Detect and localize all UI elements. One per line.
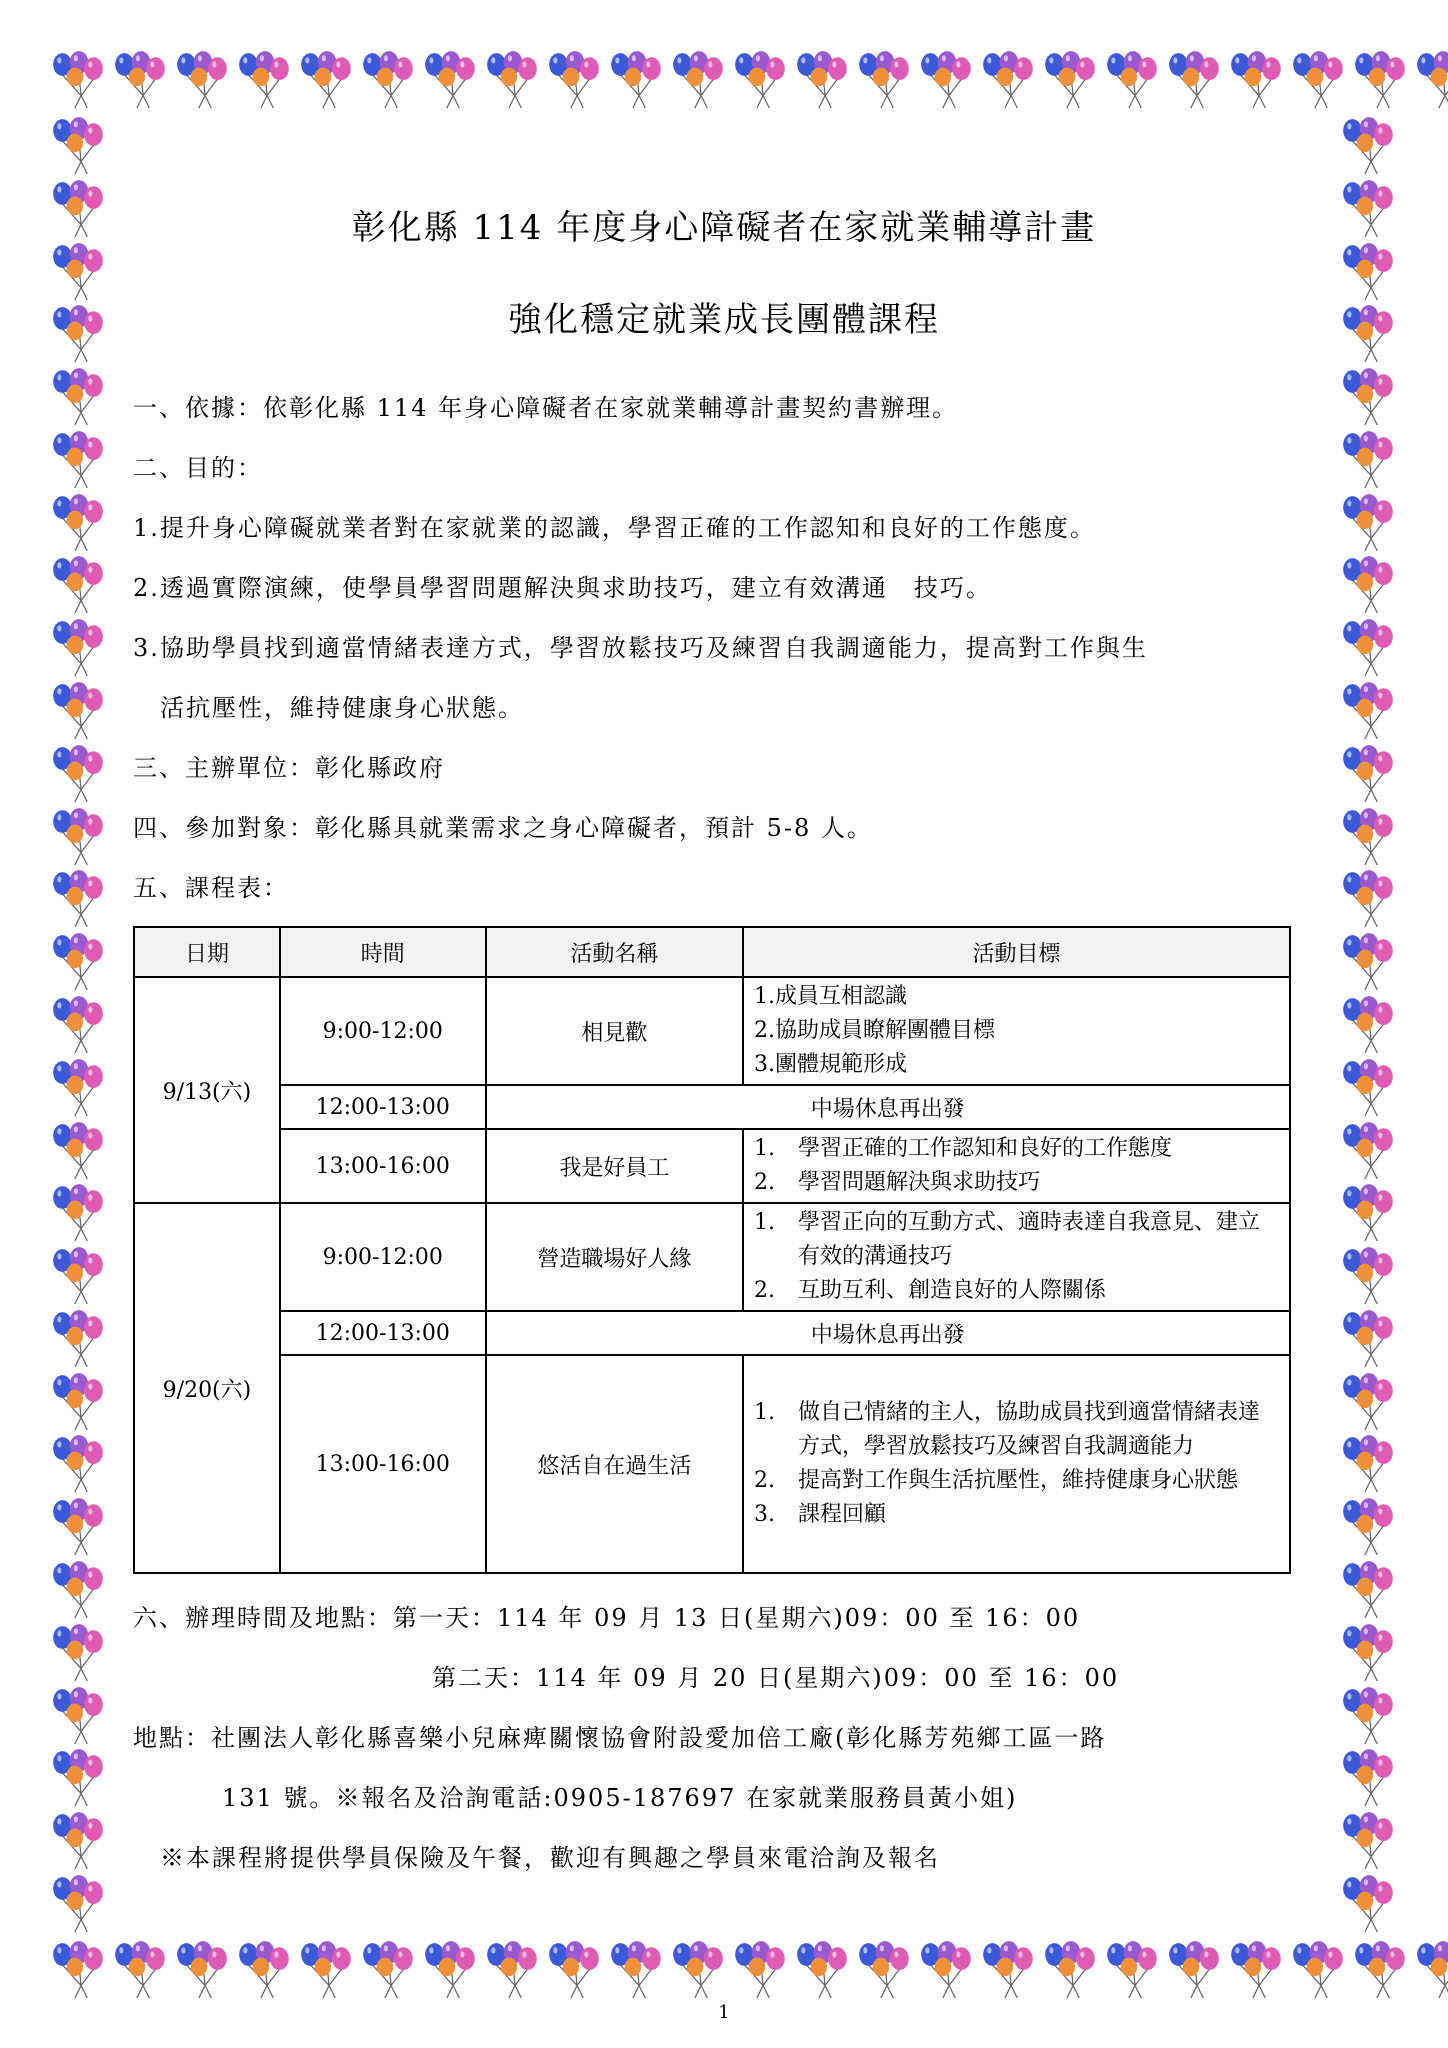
header-time: 時間 bbox=[280, 927, 486, 977]
day1-s2-time: 13:00-16:00 bbox=[280, 1129, 486, 1203]
balloon-cluster-icon bbox=[48, 1119, 110, 1181]
header-activity: 活動名稱 bbox=[486, 927, 743, 977]
day2-s2-goals bbox=[743, 1355, 1290, 1573]
goal-item: 1. 學習正向的互動方式、適時表達自我意見、建立有效的溝通技巧 bbox=[754, 1210, 1261, 1269]
course-note: ※本課程將提供學員保險及午餐，歡迎有興趣之學員來電洽詢及報名 bbox=[160, 1844, 940, 1872]
balloon-cluster-icon bbox=[668, 48, 730, 110]
balloon-cluster-icon bbox=[1350, 1938, 1412, 2000]
balloon-cluster-icon bbox=[1338, 1558, 1400, 1620]
balloon-cluster-icon bbox=[48, 1746, 110, 1808]
purpose-item-3-cont: 活抗壓性，維持健康身心狀態。 bbox=[160, 694, 524, 722]
balloon-cluster-icon bbox=[110, 1938, 172, 2000]
balloon-cluster-icon bbox=[1040, 1938, 1102, 2000]
header-goals: 活動目標 bbox=[743, 927, 1290, 977]
page-number: 1 bbox=[718, 2002, 730, 2023]
day1-s2-goals bbox=[743, 1129, 1290, 1203]
balloon-cluster-icon bbox=[854, 1938, 916, 2000]
balloon-cluster-icon bbox=[854, 48, 916, 110]
organizer-line: 三、主辦單位：彰化縣政府 bbox=[133, 754, 445, 782]
schedule-heading: 五、課程表： bbox=[133, 874, 289, 902]
balloon-cluster-icon bbox=[48, 48, 110, 110]
balloon-cluster-icon bbox=[172, 48, 234, 110]
goal-item: 1.成員互相認識 bbox=[754, 984, 908, 1009]
purpose-item-1: 1.提升身心障礙就業者對在家就業的認識，學習正確的工作認知和良好的工作態度。 bbox=[133, 514, 1096, 542]
goal-item: 2. 提高對工作與生活抗壓性，維持健康身心狀態 bbox=[754, 1468, 1239, 1493]
balloon-cluster-icon bbox=[48, 742, 110, 804]
balloon-cluster-icon bbox=[1338, 742, 1400, 804]
schedule-table bbox=[133, 926, 1291, 1574]
table-header-row bbox=[134, 927, 1290, 977]
balloon-cluster-icon bbox=[792, 1938, 854, 2000]
balloon-cluster-icon bbox=[1338, 805, 1400, 867]
balloon-cluster-icon bbox=[978, 48, 1040, 110]
day1-s1-time: 9:00-12:00 bbox=[280, 977, 486, 1085]
balloon-cluster-icon bbox=[1338, 428, 1400, 490]
balloon-cluster-icon bbox=[1338, 1181, 1400, 1243]
table-row bbox=[134, 1311, 1290, 1355]
balloon-cluster-icon bbox=[482, 48, 544, 110]
location-line-cont: 131 號。※報名及洽詢電話:0905-187697 在家就業服務員黃小姐) bbox=[222, 1784, 1018, 1812]
balloon-cluster-icon bbox=[110, 48, 172, 110]
goal-item: 1. 學習正確的工作認知和良好的工作態度 bbox=[754, 1136, 1173, 1161]
balloon-cluster-icon bbox=[48, 1307, 110, 1369]
balloon-cluster-icon bbox=[1338, 1119, 1400, 1181]
balloon-cluster-icon bbox=[1338, 491, 1400, 553]
balloon-cluster-icon bbox=[1338, 1370, 1400, 1432]
balloon-cluster-icon bbox=[1040, 48, 1102, 110]
table-row bbox=[134, 1203, 1290, 1311]
balloon-cluster-icon bbox=[48, 428, 110, 490]
table-row bbox=[134, 1355, 1290, 1573]
balloon-cluster-icon bbox=[48, 1056, 110, 1118]
day2-s2-name: 悠活自在過生活 bbox=[486, 1355, 743, 1573]
balloon-cluster-icon bbox=[48, 114, 110, 176]
balloon-cluster-icon bbox=[668, 1938, 730, 2000]
balloon-cluster-icon bbox=[1338, 1684, 1400, 1746]
balloon-cluster-icon bbox=[1338, 867, 1400, 929]
goal-item: 3. 課程回顧 bbox=[754, 1502, 887, 1527]
balloon-cluster-icon bbox=[1226, 48, 1288, 110]
balloon-cluster-icon bbox=[1338, 930, 1400, 992]
balloon-cluster-icon bbox=[48, 1872, 110, 1934]
time-place-day1: 六、辦理時間及地點：第一天：114 年 09 月 13 日(星期六)09：00 至 16：00 bbox=[133, 1604, 1081, 1632]
goal-item: 2.協助成員瞭解團體目標 bbox=[754, 1018, 996, 1043]
basis-line: 一、依據：依彰化縣 114 年身心障礙者在家就業輔導計畫契約書辦理。 bbox=[133, 394, 959, 422]
table-row bbox=[134, 977, 1290, 1085]
balloon-cluster-icon bbox=[48, 616, 110, 678]
balloon-cluster-icon bbox=[48, 993, 110, 1055]
day2-break-text: 中場休息再出發 bbox=[486, 1311, 1290, 1355]
balloon-cluster-icon bbox=[1338, 553, 1400, 615]
balloon-cluster-icon bbox=[606, 48, 668, 110]
goal-item: 2. 學習問題解決與求助技巧 bbox=[754, 1170, 1041, 1195]
balloon-cluster-icon bbox=[1412, 1938, 1448, 2000]
balloon-cluster-icon bbox=[420, 48, 482, 110]
balloon-cluster-icon bbox=[916, 48, 978, 110]
balloon-cluster-icon bbox=[296, 48, 358, 110]
balloon-cluster-icon bbox=[792, 48, 854, 110]
balloon-cluster-icon bbox=[234, 48, 296, 110]
balloon-cluster-icon bbox=[1338, 1307, 1400, 1369]
header-date: 日期 bbox=[134, 927, 280, 977]
balloon-cluster-icon bbox=[1338, 616, 1400, 678]
balloon-cluster-icon bbox=[48, 1181, 110, 1243]
day1-date: 9/13(六) bbox=[134, 977, 280, 1203]
balloon-cluster-icon bbox=[916, 1938, 978, 2000]
border-left bbox=[48, 114, 110, 1934]
day1-s2-name: 我是好員工 bbox=[486, 1129, 743, 1203]
balloon-cluster-icon bbox=[1338, 1432, 1400, 1494]
balloon-cluster-icon bbox=[48, 365, 110, 427]
balloon-cluster-icon bbox=[1338, 365, 1400, 427]
participants-line: 四、參加對象：彰化縣具就業需求之身心障礙者，預計 5-8 人。 bbox=[133, 814, 873, 842]
day2-date: 9/20(六) bbox=[134, 1203, 280, 1573]
time-place-day2: 第二天：114 年 09 月 20 日(星期六)09：00 至 16：00 bbox=[432, 1664, 1120, 1692]
page-subtitle: 強化穩定就業成長團體課程 bbox=[508, 300, 940, 340]
balloon-cluster-icon bbox=[48, 867, 110, 929]
balloon-cluster-icon bbox=[48, 805, 110, 867]
balloon-cluster-icon bbox=[544, 48, 606, 110]
goal-item: 2. 互助互利、創造良好的人際關係 bbox=[754, 1278, 1107, 1303]
balloon-cluster-icon bbox=[1338, 1495, 1400, 1557]
balloon-cluster-icon bbox=[978, 1938, 1040, 2000]
table-row bbox=[134, 1129, 1290, 1203]
day2-s2-time: 13:00-16:00 bbox=[280, 1355, 486, 1573]
day2-s1-time: 9:00-12:00 bbox=[280, 1203, 486, 1311]
balloon-cluster-icon bbox=[48, 491, 110, 553]
balloon-cluster-icon bbox=[1338, 1621, 1400, 1683]
balloon-cluster-icon bbox=[48, 1432, 110, 1494]
balloon-cluster-icon bbox=[1338, 1809, 1400, 1871]
balloon-cluster-icon bbox=[48, 1809, 110, 1871]
balloon-cluster-icon bbox=[48, 930, 110, 992]
balloon-cluster-icon bbox=[1338, 1746, 1400, 1808]
balloon-cluster-icon bbox=[48, 1684, 110, 1746]
purpose-item-2: 2.透過實際演練，使學員學習問題解決與求助技巧，建立有效溝通 技巧。 bbox=[133, 574, 992, 602]
balloon-cluster-icon bbox=[358, 1938, 420, 2000]
balloon-cluster-icon bbox=[1338, 1244, 1400, 1306]
location-line: 地點：社團法人彰化縣喜樂小兒麻痺關懷協會附設愛加倍工廠(彰化縣芳苑鄉工區一路 bbox=[133, 1724, 1107, 1752]
balloon-cluster-icon bbox=[1412, 48, 1448, 110]
border-right bbox=[1338, 114, 1400, 1934]
balloon-cluster-icon bbox=[48, 1244, 110, 1306]
balloon-cluster-icon bbox=[420, 1938, 482, 2000]
balloon-cluster-icon bbox=[1226, 1938, 1288, 2000]
day2-s1-goals bbox=[743, 1203, 1290, 1311]
purpose-item-3: 3.協助學員找到適當情緒表達方式，學習放鬆技巧及練習自我調適能力，提高對工作與生 bbox=[133, 634, 1148, 662]
table-row bbox=[134, 1085, 1290, 1129]
balloon-cluster-icon bbox=[730, 48, 792, 110]
balloon-cluster-icon bbox=[1338, 114, 1400, 176]
goal-item: 3.團體規範形成 bbox=[754, 1052, 908, 1077]
day1-s1-goals bbox=[743, 977, 1290, 1085]
border-bottom bbox=[48, 1938, 1400, 2000]
day1-break-time: 12:00-13:00 bbox=[280, 1085, 486, 1129]
balloon-cluster-icon bbox=[48, 1558, 110, 1620]
balloon-cluster-icon bbox=[1102, 48, 1164, 110]
day1-s1-name: 相見歡 bbox=[486, 977, 743, 1085]
balloon-cluster-icon bbox=[48, 679, 110, 741]
day2-break-time: 12:00-13:00 bbox=[280, 1311, 486, 1355]
balloon-cluster-icon bbox=[172, 1938, 234, 2000]
purpose-heading: 二、目的： bbox=[133, 454, 263, 482]
balloon-cluster-icon bbox=[1338, 1872, 1400, 1934]
balloon-cluster-icon bbox=[1288, 1938, 1350, 2000]
balloon-cluster-icon bbox=[544, 1938, 606, 2000]
balloon-cluster-icon bbox=[48, 1495, 110, 1557]
day1-break-text: 中場休息再出發 bbox=[486, 1085, 1290, 1129]
balloon-cluster-icon bbox=[48, 1370, 110, 1432]
balloon-cluster-icon bbox=[1102, 1938, 1164, 2000]
balloon-cluster-icon bbox=[1288, 48, 1350, 110]
balloon-cluster-icon bbox=[482, 1938, 544, 2000]
balloon-cluster-icon bbox=[1338, 1056, 1400, 1118]
balloon-cluster-icon bbox=[296, 1938, 358, 2000]
balloon-cluster-icon bbox=[730, 1938, 792, 2000]
balloon-cluster-icon bbox=[358, 48, 420, 110]
balloon-cluster-icon bbox=[1164, 48, 1226, 110]
balloon-cluster-icon bbox=[1350, 48, 1412, 110]
balloon-cluster-icon bbox=[1338, 679, 1400, 741]
balloon-cluster-icon bbox=[1164, 1938, 1226, 2000]
balloon-cluster-icon bbox=[606, 1938, 668, 2000]
goal-item: 1. 做自己情緒的主人，協助成員找到適當情緒表達方式，學習放鬆技巧及練習自我調適能力 bbox=[754, 1400, 1261, 1459]
balloon-cluster-icon bbox=[48, 1938, 110, 2000]
balloon-cluster-icon bbox=[48, 1621, 110, 1683]
balloon-cluster-icon bbox=[1338, 993, 1400, 1055]
day2-s1-name: 營造職場好人緣 bbox=[486, 1203, 743, 1311]
balloon-cluster-icon bbox=[234, 1938, 296, 2000]
page-title: 彰化縣 114 年度身心障礙者在家就業輔導計畫 bbox=[351, 208, 1097, 248]
border-top bbox=[48, 48, 1400, 110]
balloon-cluster-icon bbox=[48, 553, 110, 615]
